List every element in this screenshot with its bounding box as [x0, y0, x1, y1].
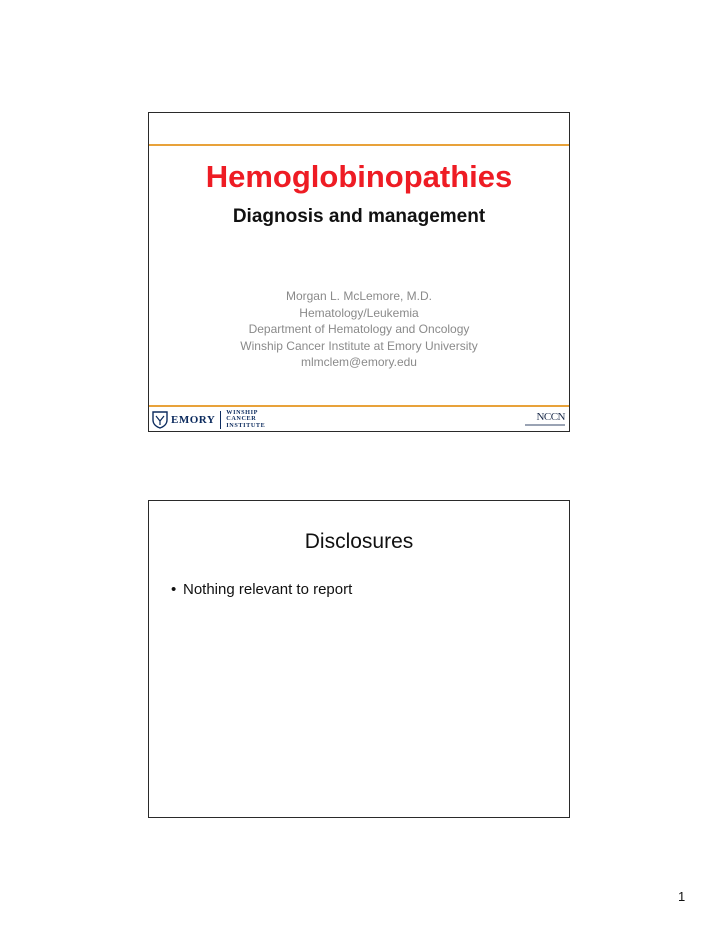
emory-logo-text: EMORY [171, 413, 216, 426]
presentation-subtitle: Diagnosis and management [232, 206, 486, 227]
nccn-logo [525, 411, 565, 426]
page-number: 1 [678, 889, 686, 904]
author-info [149, 288, 569, 371]
winship-logo-text: WINSHIP CANCER INSTITUTE [226, 408, 266, 429]
author-institute: Winship Cancer Institute at Emory University [240, 338, 478, 353]
slide-footer [149, 408, 569, 431]
nccn-logo-text: NCCN [536, 411, 565, 423]
bottom-rule [149, 405, 569, 407]
disclosures-slide [148, 500, 570, 818]
bullet-text: Nothing relevant to report [183, 581, 353, 598]
logo-divider [220, 411, 221, 429]
title-slide [148, 112, 570, 432]
bullet-icon: • [171, 581, 177, 598]
author-department: Department of Hematology and Oncology [248, 322, 470, 336]
bullet-item [171, 580, 352, 600]
presentation-title: Hemoglobinopathies [205, 159, 513, 194]
nccn-tagline-bar [525, 424, 565, 426]
author-email: mlmclem@emory.edu [301, 355, 417, 369]
top-rule [149, 144, 569, 146]
disclosures-title: Disclosures [304, 530, 414, 553]
author-name: Morgan L. McLemore, M.D. [285, 289, 433, 303]
emory-winship-logo [152, 409, 265, 430]
author-division: Hematology/Leukemia [299, 305, 419, 320]
shield-icon [152, 411, 168, 429]
